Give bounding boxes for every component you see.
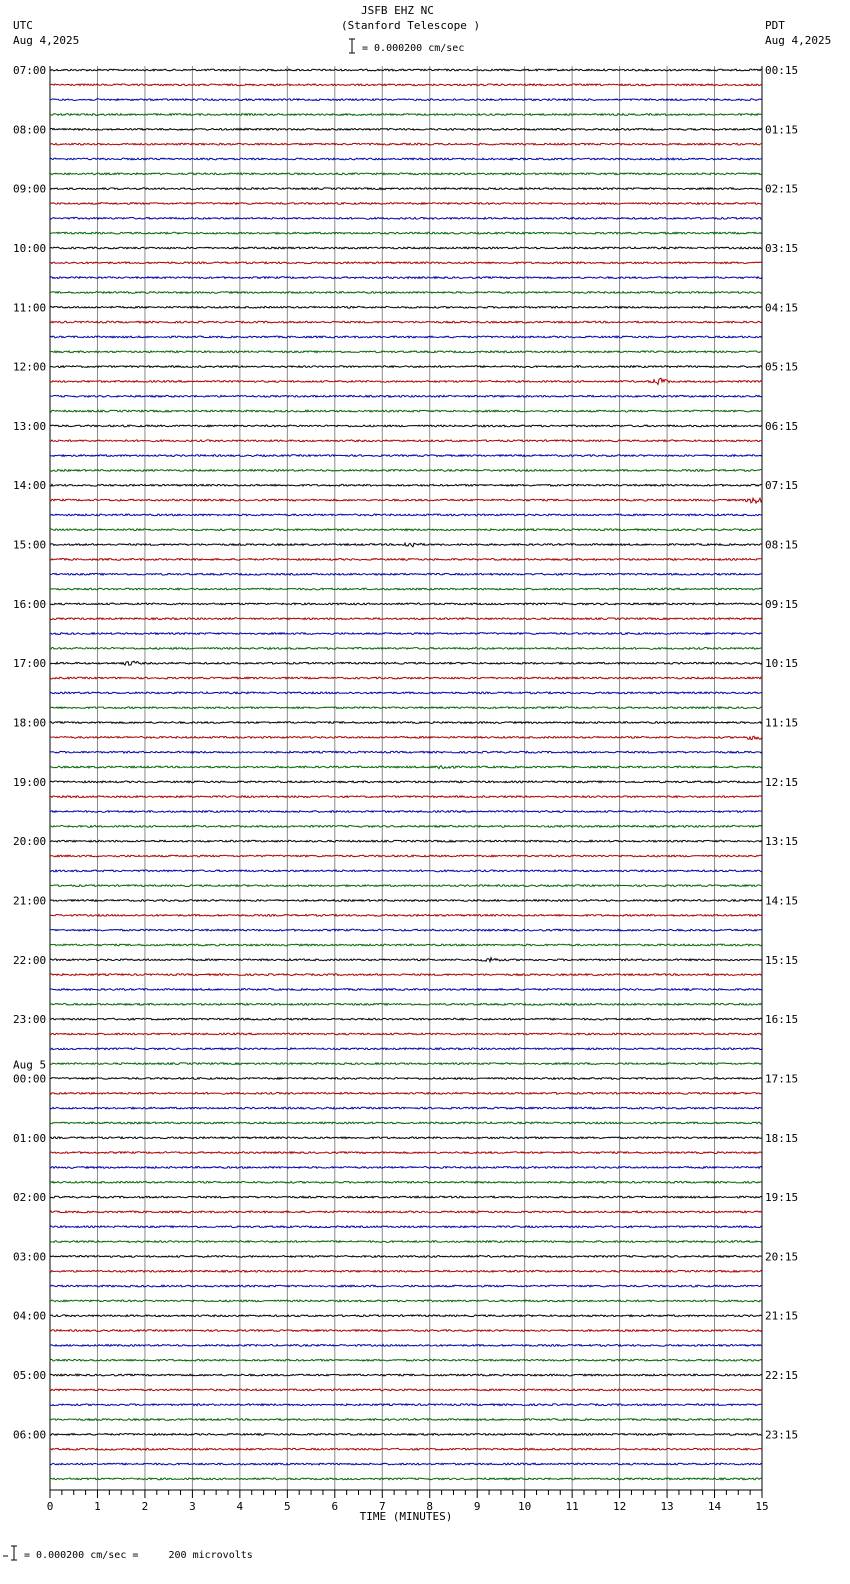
trace-line [50,543,762,547]
trace-line [50,470,762,472]
utc-hour-label: 05:00 [13,1369,47,1383]
trace-line [50,484,762,486]
seismic-traces [50,69,762,1480]
pdt-hour-label: 20:15 [765,1250,799,1264]
station-subtitle: (Stanford Telescope ) [341,19,481,32]
utc-hour-label: 17:00 [13,657,47,671]
trace-line [50,1463,762,1465]
pdt-hour-labels [765,64,798,1441]
trace-line [50,1374,762,1376]
trace-line [50,1359,762,1361]
trace-line [50,262,762,264]
trace-line [50,1345,762,1347]
trace-line [50,1033,762,1035]
trace-line [50,1063,762,1065]
trace-line [50,292,762,294]
pdt-hour-label: 21:15 [765,1309,799,1323]
trace-line [50,1003,762,1005]
trace-line [50,128,762,130]
pdt-hour-label: 06:15 [765,419,799,433]
trace-line [50,306,762,308]
trace-line [50,736,762,739]
utc-hour-label: 09:00 [13,182,47,196]
pdt-hour-label: 08:15 [765,538,799,552]
trace-line [50,1285,762,1287]
trace-line [50,1107,762,1109]
x-tick-label: 2 [141,1500,149,1513]
utc-hour-label: 04:00 [13,1309,47,1323]
utc-hour-label: 14:00 [13,479,47,493]
pdt-hour-label: 17:15 [765,1072,799,1086]
scale-bar-icon [349,39,355,53]
trace-line [50,1315,762,1317]
trace-line [50,588,762,590]
trace-line [50,1448,762,1450]
utc-hour-label: 21:00 [13,894,47,908]
trace-line [50,1330,762,1332]
trace-line [50,781,762,783]
trace-line [50,974,762,976]
trace-line [50,944,762,946]
trace-line [50,1181,762,1183]
trace-line [50,618,762,620]
x-axis [47,1490,769,1523]
trace-line [50,247,762,249]
left-date: Aug 4,2025 [13,34,80,47]
utc-hour-label: 19:00 [13,775,47,789]
trace-line [50,1211,762,1213]
pdt-hour-label: 07:15 [765,479,799,493]
pdt-hour-label: 13:15 [765,835,799,849]
x-tick-label: 14 [707,1500,722,1513]
trace-line [50,796,762,798]
utc-hour-label: 18:00 [13,716,47,730]
x-tick-label: 13 [660,1500,674,1513]
utc-hour-label: 01:00 [13,1131,47,1145]
pdt-hour-label: 00:15 [765,64,799,77]
utc-hour-label: 15:00 [13,538,47,552]
utc-hour-label: 03:00 [13,1250,47,1264]
x-tick-label: 10 [518,1500,532,1513]
trace-line [50,855,762,857]
utc-hour-label: 00:00 [13,1072,47,1086]
pdt-hour-label: 22:15 [765,1369,799,1383]
pdt-hour-label: 10:15 [765,657,799,671]
trace-line [50,1270,762,1272]
x-tick-label: 7 [378,1500,386,1513]
utc-hour-label: 10:00 [13,241,47,255]
pdt-hour-label: 14:15 [765,894,799,908]
trace-line [50,203,762,205]
x-tick-label: 5 [284,1500,291,1513]
utc-hour-label: 07:00 [13,64,47,77]
x-tick-label: 1 [94,1500,101,1513]
trace-line [50,232,762,234]
trace-line [50,885,762,887]
x-tick-label: 8 [426,1500,434,1513]
trace-line [50,1122,762,1124]
trace-line [50,143,762,145]
station-title: JSFB EHZ NC [361,4,434,17]
day-change-label: Aug 5 [13,1058,47,1072]
trace-line [50,378,762,384]
scale-label: = 0.000200 cm/sec [362,43,465,54]
trace-line [50,1167,762,1169]
trace-line [50,1389,762,1391]
utc-hour-label: 20:00 [13,835,47,849]
trace-line [50,173,762,175]
trace-line [50,1419,762,1421]
trace-line [50,840,762,842]
utc-hour-label: 16:00 [13,597,47,611]
trace-line [50,351,762,353]
utc-hour-label: 13:00 [13,419,47,433]
trace-line [50,751,762,753]
utc-hour-label: 11:00 [13,301,47,315]
trace-line [50,455,762,457]
pdt-hour-label: 23:15 [765,1428,799,1442]
trace-line [50,900,762,902]
trace-line [50,425,762,427]
left-timezone: UTC [13,19,33,32]
trace-line [50,914,762,916]
trace-line [50,410,762,412]
pdt-hour-label: 19:15 [765,1191,799,1205]
utc-hour-label: 06:00 [13,1428,47,1442]
trace-line [50,114,762,116]
footer-scale-bar-icon [3,1546,17,1560]
right-date: Aug 4,2025 [765,34,832,47]
trace-line [50,498,762,503]
x-tick-label: 4 [236,1500,244,1513]
right-timezone: PDT [765,19,785,32]
trace-line [50,158,762,160]
trace-line [50,603,762,605]
x-tick-label: 6 [331,1500,339,1513]
trace-line [50,825,762,827]
pdt-hour-label: 16:15 [765,1013,799,1027]
pdt-hour-label: 11:15 [765,716,799,730]
trace-line [50,84,762,86]
trace-line [50,1404,762,1406]
trace-line [50,1152,762,1154]
pdt-hour-label: 03:15 [765,241,799,255]
trace-line [50,1256,762,1258]
x-tick-label: 0 [46,1500,54,1513]
trace-line [50,395,762,397]
trace-line [50,811,762,813]
trace-line [50,69,762,71]
utc-hour-labels [13,64,46,1441]
trace-line [50,366,762,368]
trace-line [50,648,762,650]
utc-hour-label: 02:00 [13,1191,47,1205]
utc-hour-label: 23:00 [13,1013,47,1027]
pdt-hour-label: 01:15 [765,123,799,137]
trace-line [50,989,762,991]
trace-line [50,1434,762,1436]
trace-line [50,1048,762,1050]
minute-grid [50,66,762,1490]
trace-line [50,1137,762,1139]
pdt-hour-label: 12:15 [765,775,799,789]
utc-hour-label: 12:00 [13,360,47,374]
trace-line [50,1478,762,1480]
trace-line [50,99,762,101]
trace-line [50,766,762,769]
pdt-hour-label: 15:15 [765,953,799,967]
x-tick-label: 3 [189,1500,196,1513]
pdt-hour-label: 02:15 [765,182,799,196]
trace-line [50,1078,762,1080]
x-tick-label: 11 [565,1500,579,1513]
x-tick-label: 12 [612,1500,627,1513]
trace-line [50,1092,762,1094]
trace-line [50,929,762,931]
x-axis-title: TIME (MINUTES) [359,1510,453,1523]
trace-line [50,633,762,635]
x-tick-label: 15 [755,1500,769,1513]
trace-line [50,573,762,575]
pdt-hour-label: 05:15 [765,360,799,374]
trace-line [50,707,762,709]
trace-line [50,692,762,694]
trace-line [50,336,762,338]
trace-line [50,722,762,724]
trace-line [50,514,762,516]
trace-line [50,440,762,442]
trace-line [50,188,762,190]
pdt-hour-label: 04:15 [765,301,799,315]
x-tick-label: 9 [473,1500,481,1513]
trace-line [50,321,762,323]
trace-line [50,958,762,962]
trace-line [50,559,762,561]
trace-line [50,677,762,679]
utc-hour-label: 22:00 [13,953,47,967]
trace-line [50,1018,762,1020]
trace-line [50,277,762,279]
footer-scale-note: = 0.000200 cm/sec = 200 microvolts [24,1550,253,1561]
pdt-hour-label: 18:15 [765,1131,799,1145]
trace-line [50,1300,762,1302]
trace-line [50,217,762,219]
pdt-hour-label: 09:15 [765,597,799,611]
trace-line [50,1196,762,1198]
trace-line [50,870,762,872]
trace-line [50,1226,762,1228]
utc-hour-label: 08:00 [13,123,47,137]
trace-line [50,529,762,531]
trace-line [50,661,762,665]
trace-line [50,1241,762,1243]
